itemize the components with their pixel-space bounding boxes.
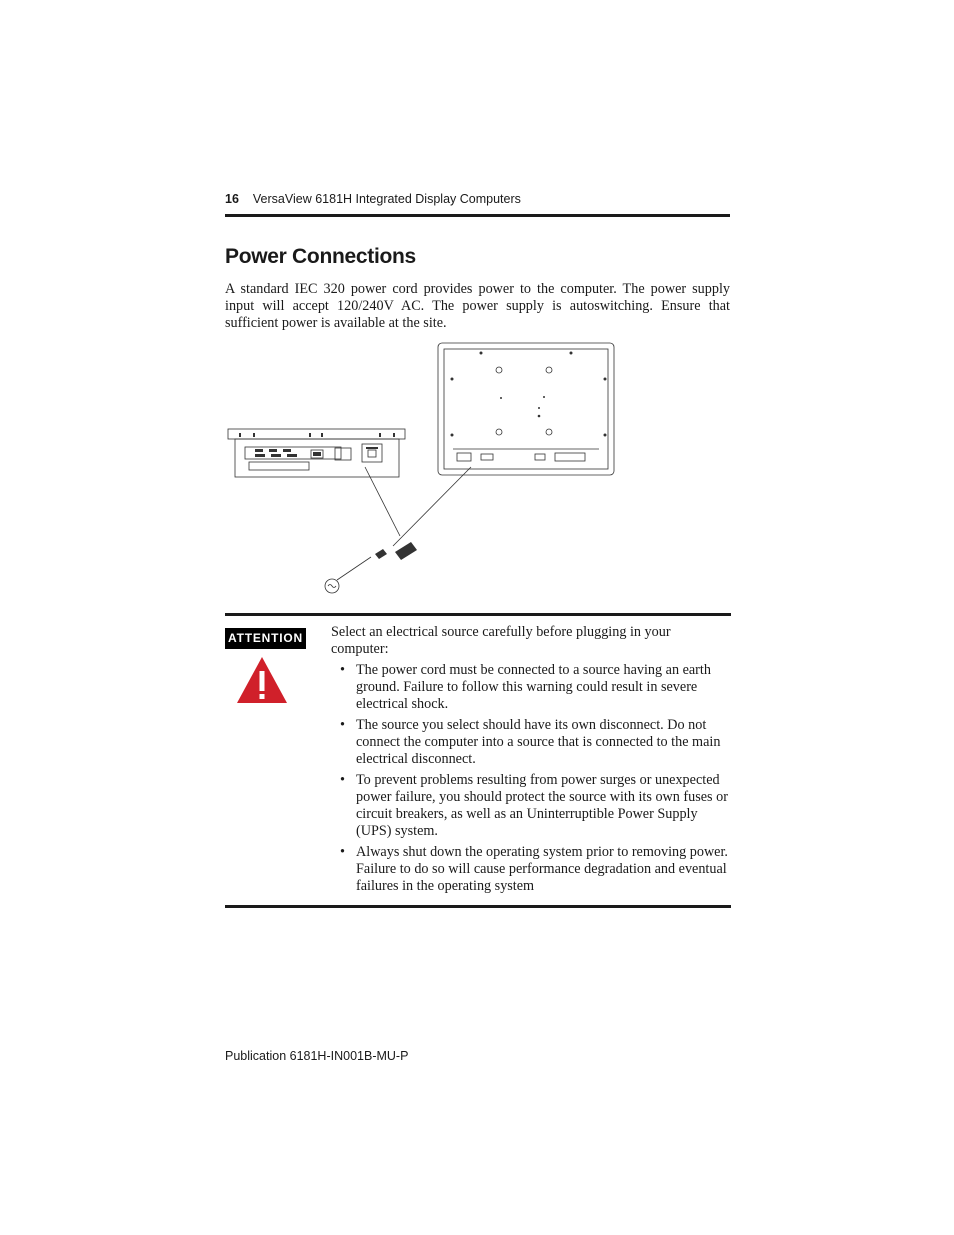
power-inlet: [362, 444, 382, 462]
publication-footer: Publication 6181H-IN001B-MU-P: [225, 1049, 409, 1063]
running-title: VersaView 6181H Integrated Display Computers: [252, 192, 521, 206]
unit-rear-outer: [438, 343, 614, 475]
warning-triangle-icon: [235, 655, 289, 705]
page-number: 16: [225, 192, 239, 206]
attention-bullet: • Always shut down the operating system prior to removing power. Failure to do so will cause performance degradation and eventual failures in the operating system: [331, 844, 729, 895]
running-header: [225, 192, 730, 206]
attention-body: [331, 624, 729, 899]
attention-badge: ATTENTION: [225, 628, 306, 649]
unit-rear-inner: [444, 349, 608, 469]
attention-bullet: • The source you select should have its own disconnect. Do not connect the computer into a source that is connected to the main electrical disconnect.: [331, 717, 729, 768]
attention-bullets: [331, 662, 729, 895]
section-title: Power Connections: [225, 245, 416, 268]
attention-lead: Select an electrical source carefully before plugging in your computer:: [331, 624, 671, 657]
power-connection-diagram: [225, 340, 625, 602]
cord-line-rear: [393, 467, 471, 546]
attention-top-rule: [225, 613, 731, 616]
header-rule: [225, 214, 730, 217]
cord-cable: [337, 557, 371, 580]
attention-bullet: • To prevent problems resulting from power surges or unexpected power failure, you should protect the source with its own fuses or circuit breakers, as well as an Uninterruptible Power Supply (UPS) system.: [331, 772, 729, 840]
attention-bullet: • The power cord must be connected to a source having an earth ground. Failure to follow this warning could result in severe electrical shock.: [331, 662, 729, 713]
intro-paragraph: A standard IEC 320 power cord provides power to the computer. The power supply input will accept 120/240V AC. The power supply is autoswitching. Ensure that sufficient power is available at the site.: [225, 281, 730, 331]
attention-bottom-rule: [225, 905, 731, 908]
